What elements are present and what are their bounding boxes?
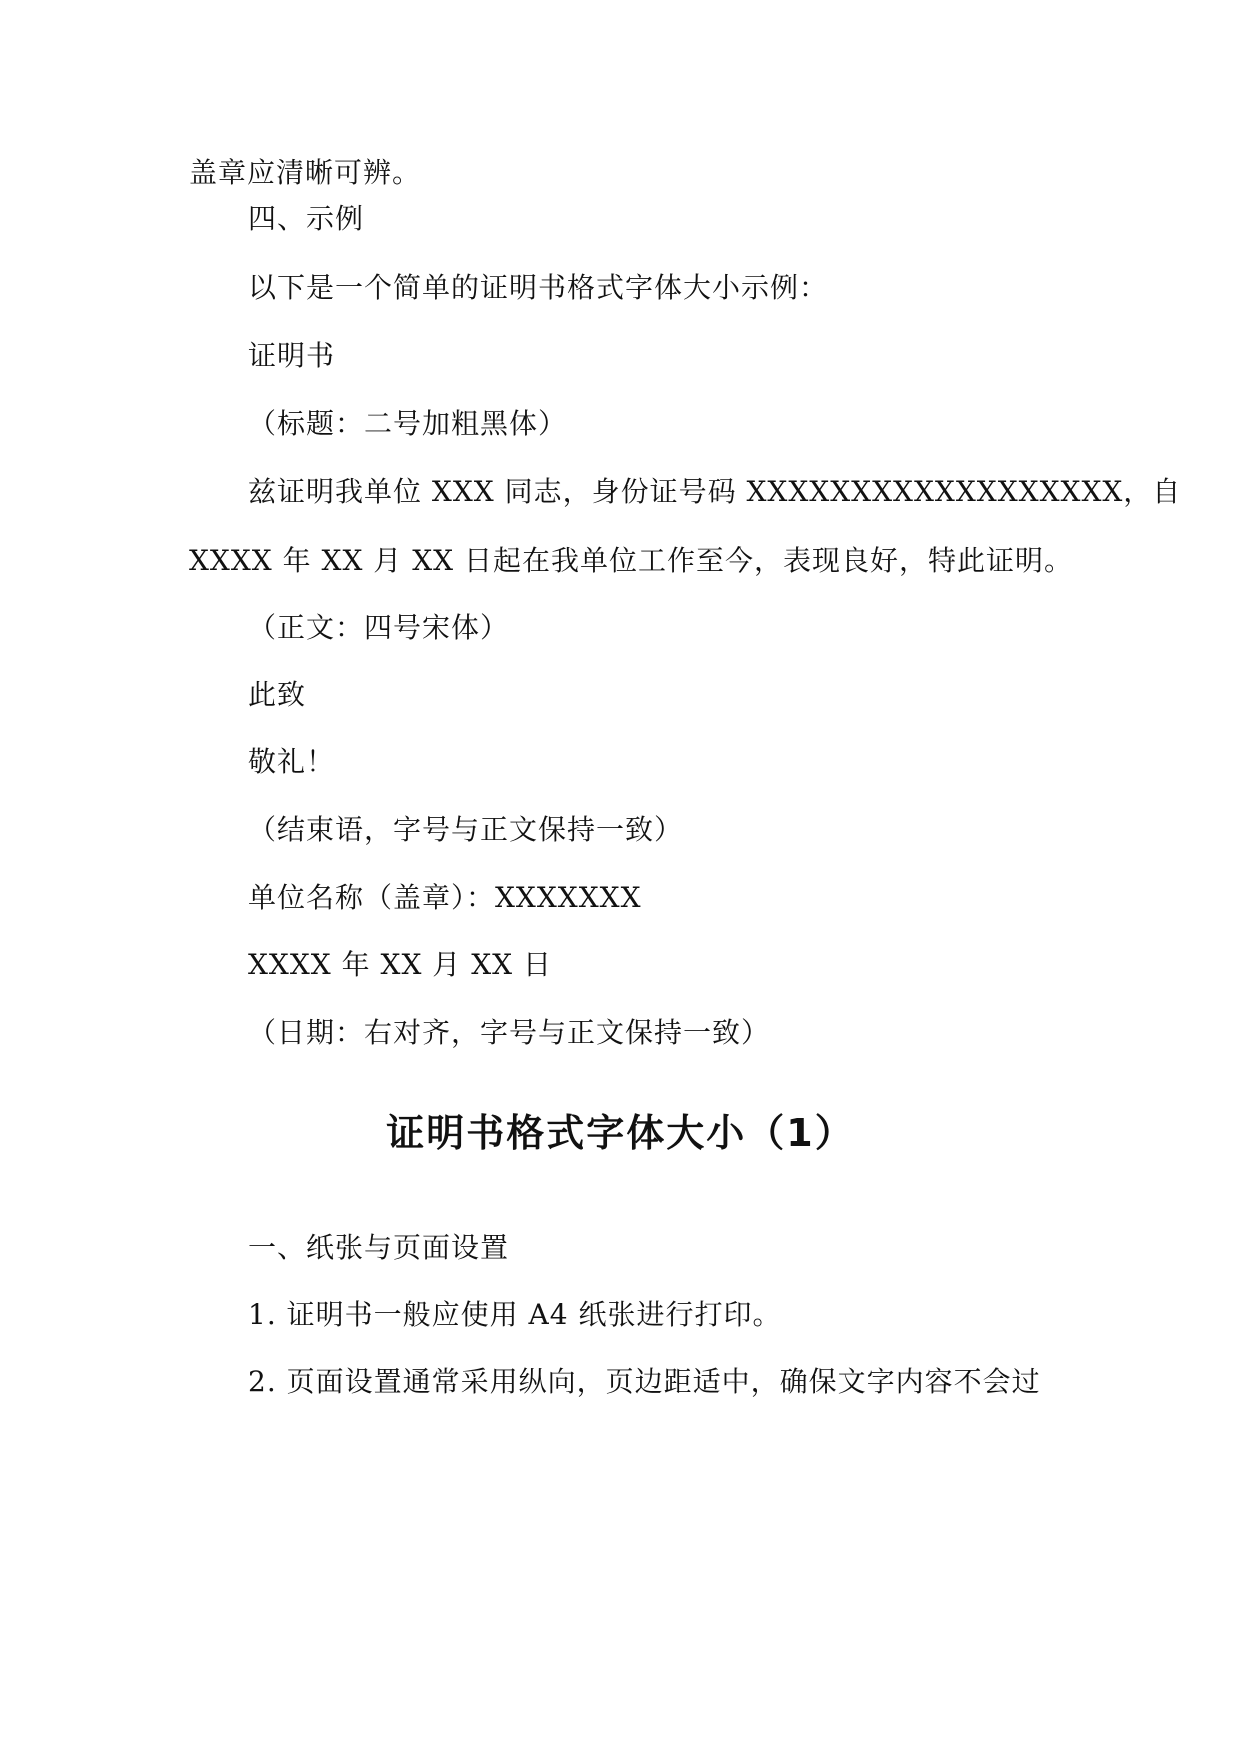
section-heading: 一、纸张与页面设置 [248, 1231, 510, 1264]
list-item: 2. 页面设置通常采用纵向，页边距适中，确保文字内容不会过 [248, 1365, 1041, 1398]
date-line: XXXX 年 XX 月 XX 日 [248, 948, 552, 981]
closing-line: 敬礼！ [248, 745, 336, 778]
section-heading-example: 四、示例 [248, 202, 365, 235]
format-note: （日期：右对齐，字号与正文保持一致） [248, 1016, 771, 1049]
page-title: 证明书格式字体大小（1） [386, 1111, 855, 1155]
paragraph-line: 以下是一个简单的证明书格式字体大小示例： [248, 271, 829, 304]
signature-line: 单位名称（盖章）：XXXXXXX [248, 881, 642, 914]
list-item: 1. 证明书一般应使用 A4 纸张进行打印。 [248, 1298, 782, 1331]
closing-line: 此致 [248, 678, 307, 711]
sample-body-line: XXXX 年 XX 月 XX 日起在我单位工作至今，表现良好，特此证明。 [189, 544, 1073, 577]
paragraph-line: 盖章应清晰可辨。 [189, 156, 422, 189]
sample-body-line: 兹证明我单位 XXX 同志，身份证号码 XXXXXXXXXXXXXXXXXX，自 [248, 475, 1182, 508]
sample-title: 证明书 [248, 339, 336, 372]
format-note: （正文：四号宋体） [248, 611, 510, 644]
format-note: （结束语，字号与正文保持一致） [248, 813, 684, 846]
format-note: （标题：二号加粗黑体） [248, 407, 568, 440]
